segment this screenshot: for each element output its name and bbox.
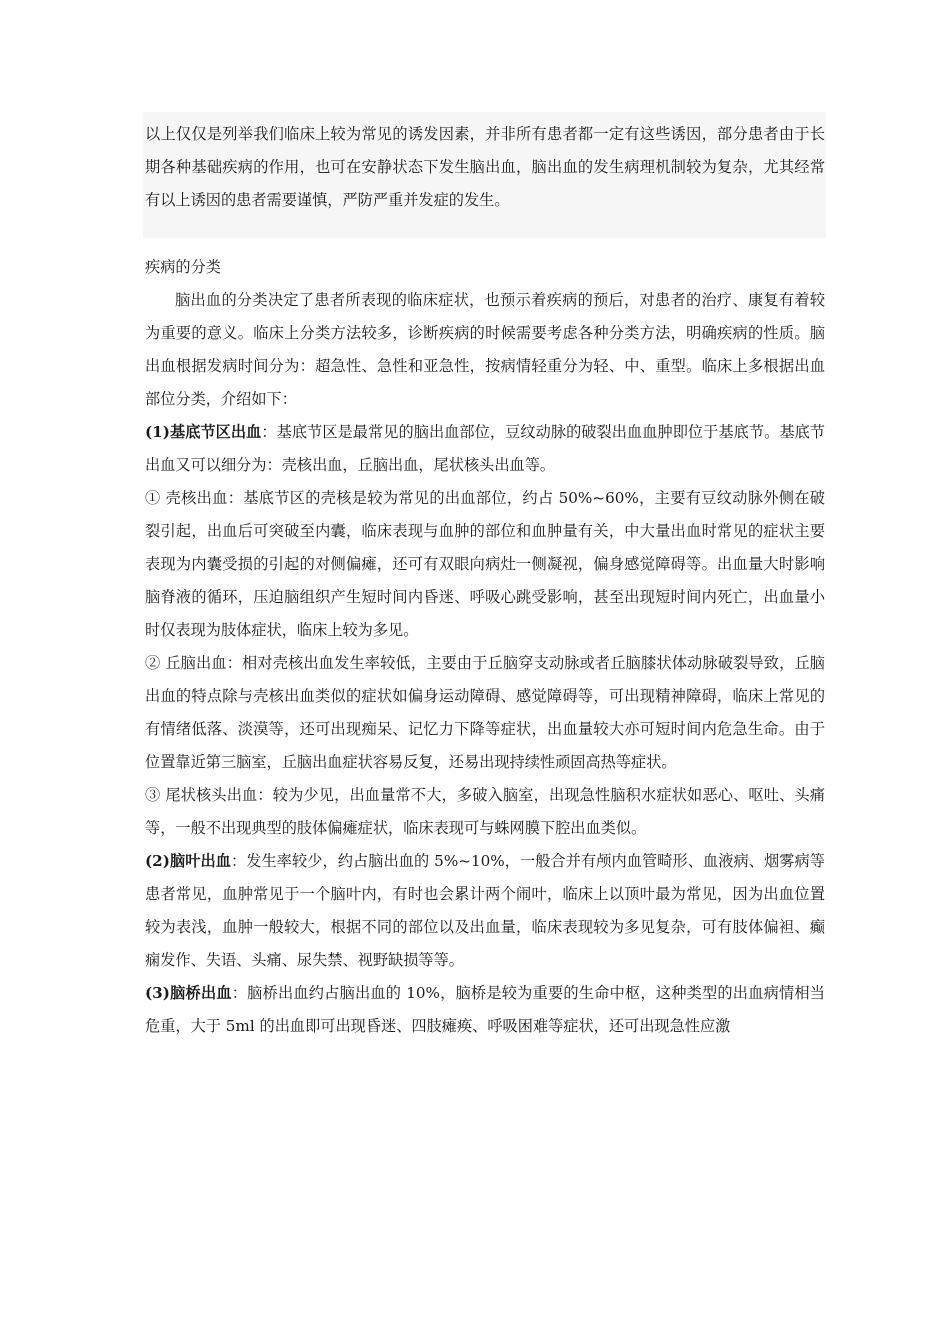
- caudate-paragraph: ③ 尾状核头出血：较为少见，出血量常不大，多破入脑室，出现急性脑积水症状如恶心、呕吐、头痛等，一般不出现典型的肢体偏瘫症状，临床表现可与蛛网膜下腔出血类似。: [145, 786, 825, 837]
- lobar-paragraph: [145, 845, 825, 977]
- thalamus-paragraph: ② 丘脑出血：相对壳核出血发生率较低，主要由于丘脑穿支动脉或者丘脑膝状体动脉破裂导致，丘脑出血的特点除与壳核出血类似的症状如偏身运动障碍、感觉障碍等，可出现精神障碍，临床上常见的有情绪低落、淡漠等，还可出现痴呆、记忆力下降等症状，出血量较大亦可短时间内危急生命。由于位置靠近第三脑室，丘脑出血症状容易反复，还易出现持续性顽固高热等症状。: [145, 654, 825, 771]
- basal-ganglia-label: (1)基底节区出血: [145, 423, 262, 441]
- document-body: [145, 118, 825, 1043]
- lobar-text: ：发生率较少，约占脑出血的 5%~10%，一般合并有颅内血管畸形、血液病、烟雾病等患者常见，血肿常见于一个脑叶内，有时也会累计两个闹叶，临床上以顶叶最为常见，因为出血位置较为表浅，血肿一般较大，根据不同的部位以及出血量，临床表现较为多见复杂，可有肢体偏袒、癫痫发作、失语、头痛、尿失禁、视野缺损等等。: [145, 852, 825, 969]
- pontine-text: ：脑桥出血约占脑出血的 10%，脑桥是较为重要的生命中枢，这种类型的出血病情相当危重，大于 5ml 的出血即可出现昏迷、四肢瘫痪、呼吸困难等症状，还可出现急性应激: [145, 984, 825, 1035]
- classification-intro-paragraph: 脑出血的分类决定了患者所表现的临床症状，也预示着疾病的预后，对患者的治疗、康复有着较为重要的意义。临床上分类方法较多，诊断疾病的时候需要考虑各种分类方法，明确疾病的性质。脑出血根据发病时间分为：超急性、急性和亚急性，按病情轻重分为轻、中、重型。临床上多根据出血部位分类，介绍如下：: [145, 291, 825, 408]
- basal-ganglia-paragraph: [145, 416, 825, 482]
- paragraph-gap: [145, 217, 825, 251]
- basal-ganglia-text: ：基底节区是最常见的脑出血部位，豆纹动脉的破裂出血血肿即位于基底节。基底节出血又可以细分为：壳核出血，丘脑出血，尾状核头出血等。: [145, 423, 825, 474]
- section-title: 疾病的分类: [145, 258, 221, 276]
- lobar-label: (2)脑叶出血: [145, 852, 232, 870]
- pontine-paragraph: [145, 977, 825, 1043]
- pontine-label: (3)脑桥出血: [145, 984, 232, 1002]
- putamen-paragraph: ① 壳核出血：基底节区的壳核是较为常见的出血部位，约占 50%~60%，主要有豆纹动脉外侧在破裂引起，出血后可突破至内囊，临床表现与血肿的部位和血肿量有关，中大量出血时常见的症状主要表现为内囊受损的引起的对侧偏瘫，还可有双眼向病灶一侧凝视，偏身感觉障碍等。出血量大时影响脑脊液的循环，压迫脑组织产生短时间内昏迷、呼吸心跳受影响，甚至出现短时间内死亡，出血量小时仅表现为肢体症状，临床上较为多见。: [145, 489, 825, 639]
- intro-paragraph: 以上仅仅是列举我们临床上较为常见的诱发因素，并非所有患者都一定有这些诱因，部分患者由于长期各种基础疾病的作用，也可在安静状态下发生脑出血，脑出血的发生病理机制较为复杂，尤其经常有以上诱因的患者需要谨慎，严防严重并发症的发生。: [145, 125, 825, 209]
